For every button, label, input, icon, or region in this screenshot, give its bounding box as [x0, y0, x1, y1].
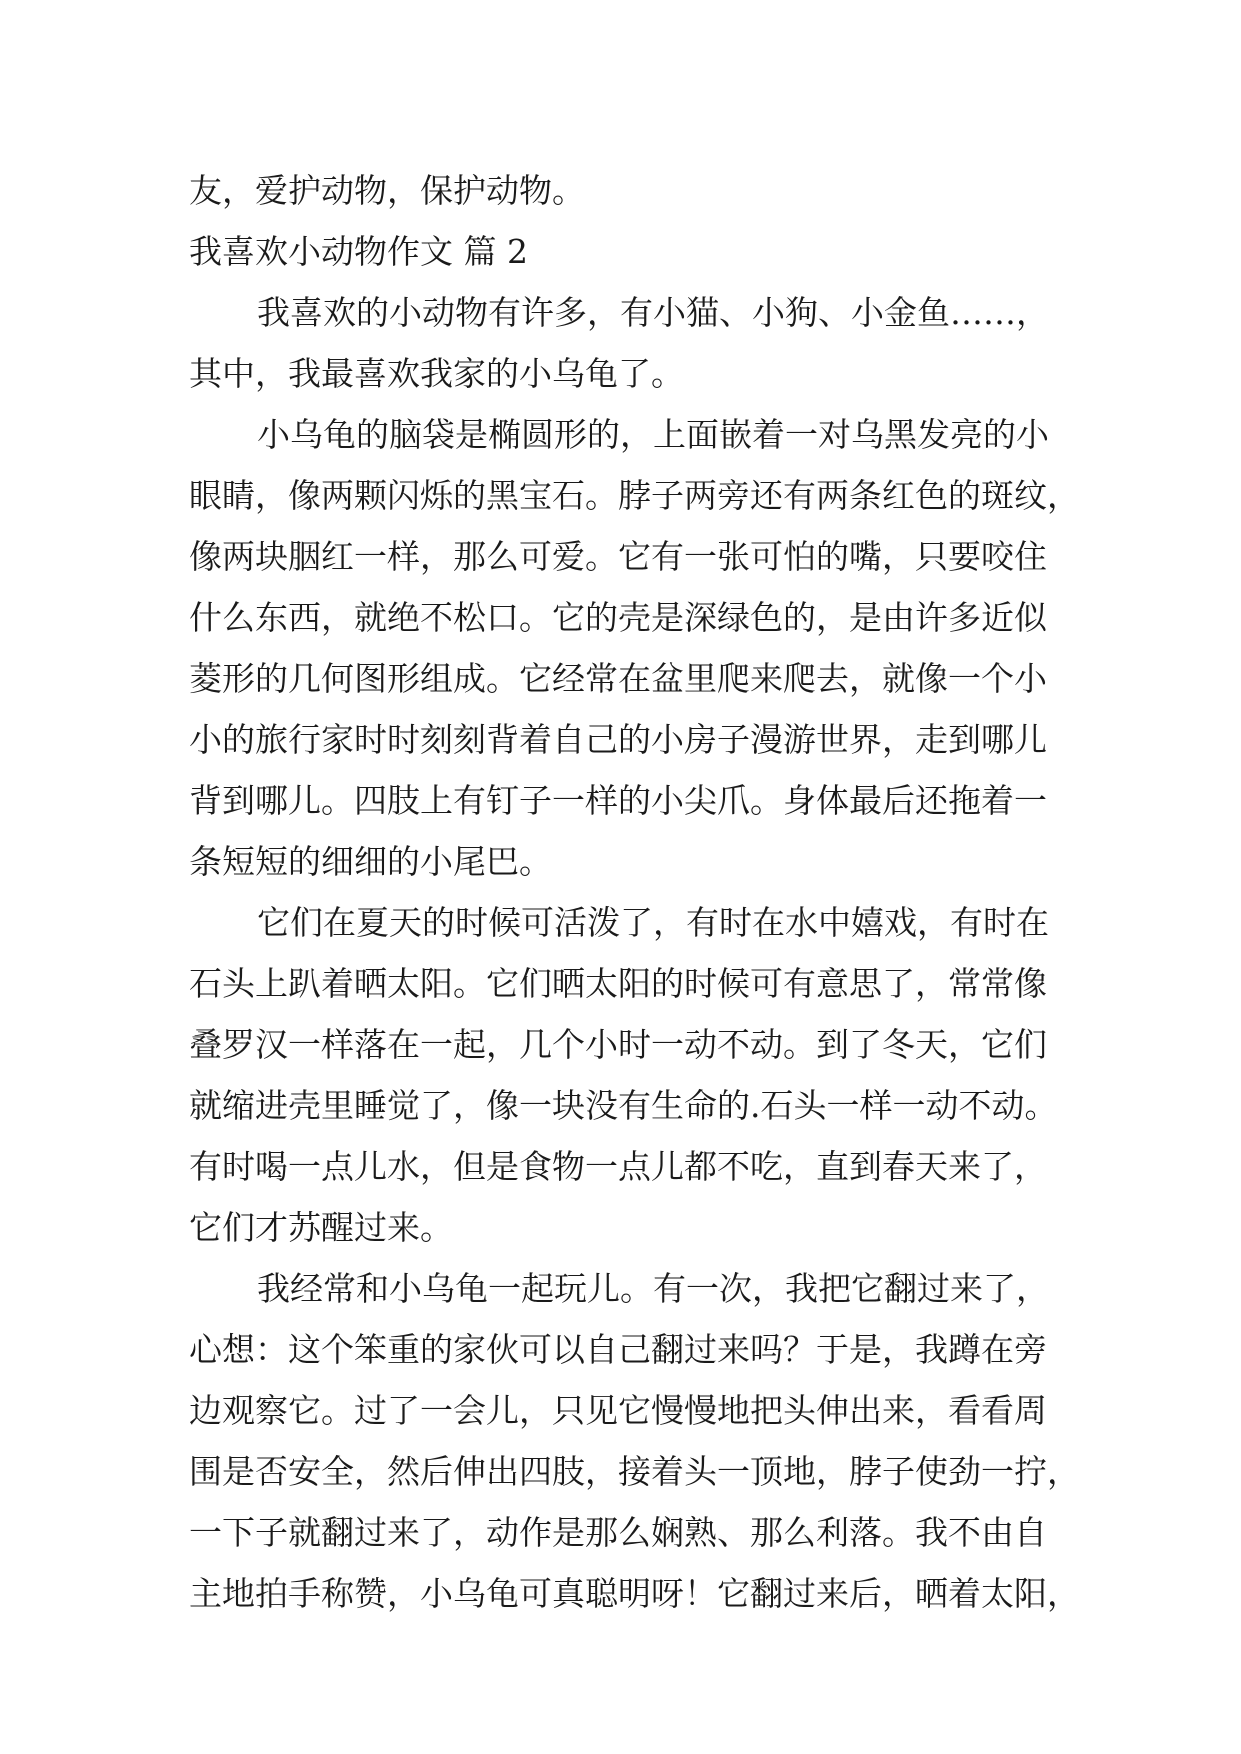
text-line: 条短短的细细的小尾巴。 [189, 842, 552, 881]
paragraph-first-line: 我喜欢的小动物有许多，有小猫、小狗、小金鱼……， [257, 293, 1049, 332]
text-line: 什么东西，就绝不松口。它的壳是深绿色的，是由许多近似 [189, 598, 1047, 637]
text-line: 石头上趴着晒太阳。它们晒太阳的时候可有意思了，常常像 [189, 964, 1047, 1003]
text-line: 有时喝一点儿水，但是食物一点儿都不吃，直到春天来了， [189, 1147, 1047, 1186]
paragraph-first-line: 小乌龟的脑袋是椭圆形的，上面嵌着一对乌黑发亮的小 [257, 415, 1049, 454]
text-line: 它们才苏醒过来。 [189, 1208, 453, 1247]
section-heading: 我喜欢小动物作文 篇 2 [189, 232, 528, 271]
text-line: 边观察它。过了一会儿，只见它慢慢地把头伸出来，看看周 [189, 1391, 1047, 1430]
text-line: 像两块胭红一样，那么可爱。它有一张可怕的嘴，只要咬住 [189, 537, 1047, 576]
text-line: 围是否安全，然后伸出四肢，接着头一顶地，脖子使劲一拧， [189, 1452, 1080, 1491]
text-line: 心想：这个笨重的家伙可以自己翻过来吗？于是，我蹲在旁 [189, 1330, 1047, 1369]
text-line: 小的旅行家时时刻刻背着自己的小房子漫游世界，走到哪儿 [189, 720, 1047, 759]
text-line: 主地拍手称赞，小乌龟可真聪明呀！它翻过来后，晒着太阳， [189, 1574, 1080, 1613]
text-line: 菱形的几何图形组成。它经常在盆里爬来爬去，就像一个小 [189, 659, 1047, 698]
text-line: 其中，我最喜欢我家的小乌龟了。 [189, 354, 684, 393]
essay-body [189, 160, 1080, 1624]
text-line: 就缩进壳里睡觉了，像一块没有生命的.石头一样一动不动。 [189, 1086, 1058, 1125]
paragraph-first-line: 我经常和小乌龟一起玩儿。有一次，我把它翻过来了， [257, 1269, 1049, 1308]
text-line: 背到哪儿。四肢上有钉子一样的小尖爪。身体最后还拖着一 [189, 781, 1047, 820]
text-line: 友，爱护动物，保护动物。 [189, 171, 585, 210]
text-line: 叠罗汉一样落在一起，几个小时一动不动。到了冬天，它们 [189, 1025, 1047, 1064]
text-line: 一下子就翻过来了，动作是那么娴熟、那么利落。我不由自 [189, 1513, 1047, 1552]
paragraph-first-line: 它们在夏天的时候可活泼了，有时在水中嬉戏，有时在 [257, 903, 1049, 942]
text-line: 眼睛，像两颗闪烁的黑宝石。脖子两旁还有两条红色的斑纹， [189, 476, 1080, 515]
